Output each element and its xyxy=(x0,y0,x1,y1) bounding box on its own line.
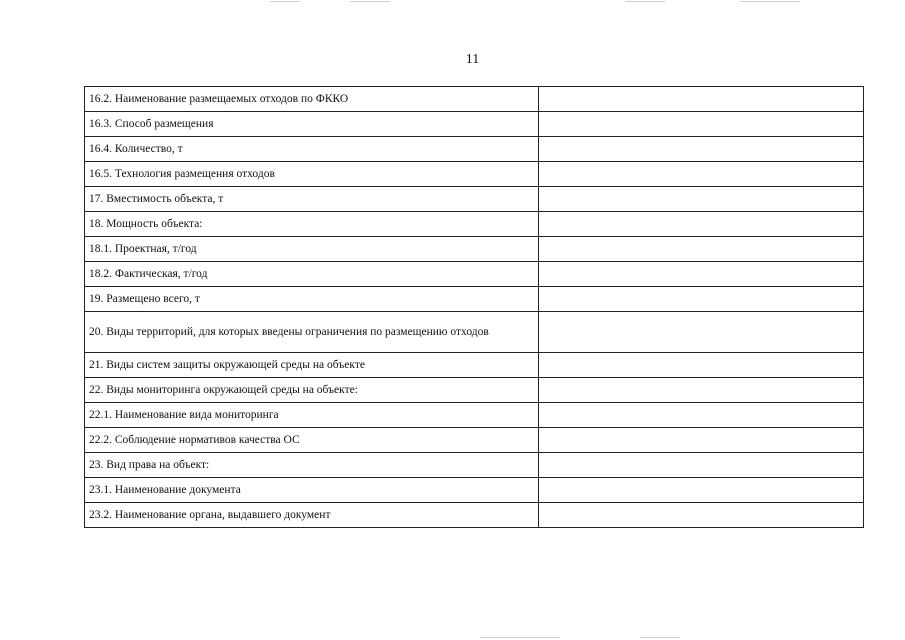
row-value xyxy=(539,237,864,262)
row-value xyxy=(539,428,864,453)
scan-artifact-bottom-1 xyxy=(480,637,560,638)
row-label: 16.5. Технология размещения отходов xyxy=(85,162,539,187)
table-row xyxy=(85,162,864,187)
row-label: 18. Мощность объекта: xyxy=(85,212,539,237)
table-row xyxy=(85,87,864,112)
row-label: 16.4. Количество, т xyxy=(85,137,539,162)
row-value xyxy=(539,212,864,237)
row-label: 16.3. Способ размещения xyxy=(85,112,539,137)
table-row xyxy=(85,137,864,162)
row-label: 18.1. Проектная, т/год xyxy=(85,237,539,262)
row-label: 20. Виды территорий, для которых введены ограничения по размещению отходов xyxy=(85,312,539,353)
row-value xyxy=(539,187,864,212)
row-value xyxy=(539,312,864,353)
row-value xyxy=(539,162,864,187)
table-row xyxy=(85,453,864,478)
object-info-table xyxy=(84,86,864,528)
row-label: 23.1. Наименование документа xyxy=(85,478,539,503)
table-row xyxy=(85,187,864,212)
scan-artifact-top-1 xyxy=(270,1,300,2)
scan-artifact-bottom-2 xyxy=(640,637,680,638)
row-value xyxy=(539,478,864,503)
table-row xyxy=(85,478,864,503)
scan-artifact-top-2 xyxy=(350,1,390,2)
row-value xyxy=(539,378,864,403)
table-row xyxy=(85,503,864,528)
row-label: 21. Виды систем защиты окружающей среды на объекте xyxy=(85,353,539,378)
row-value xyxy=(539,287,864,312)
table-row xyxy=(85,212,864,237)
table-row xyxy=(85,262,864,287)
table-row xyxy=(85,403,864,428)
table-row xyxy=(85,428,864,453)
row-label: 23.2. Наименование органа, выдавшего документ xyxy=(85,503,539,528)
row-value xyxy=(539,353,864,378)
row-value xyxy=(539,137,864,162)
table-row xyxy=(85,312,864,353)
table-row xyxy=(85,378,864,403)
row-label: 16.2. Наименование размещаемых отходов по ФККО xyxy=(85,87,539,112)
row-label: 18.2. Фактическая, т/год xyxy=(85,262,539,287)
row-label: 22.2. Соблюдение нормативов качества ОС xyxy=(85,428,539,453)
table-row xyxy=(85,287,864,312)
row-label: 17. Вместимость объекта, т xyxy=(85,187,539,212)
table-row xyxy=(85,237,864,262)
row-label: 22.1. Наименование вида мониторинга xyxy=(85,403,539,428)
row-label: 22. Виды мониторинга окружающей среды на объекте: xyxy=(85,378,539,403)
row-value xyxy=(539,503,864,528)
table-row xyxy=(85,353,864,378)
scan-artifact-top-3 xyxy=(625,1,665,2)
scan-artifact-top-4 xyxy=(740,1,800,2)
row-value xyxy=(539,403,864,428)
page-number: 11 xyxy=(465,52,480,67)
row-value xyxy=(539,112,864,137)
row-value xyxy=(539,453,864,478)
table-row xyxy=(85,112,864,137)
row-value xyxy=(539,262,864,287)
row-label: 23. Вид права на объект: xyxy=(85,453,539,478)
row-value xyxy=(539,87,864,112)
row-label: 19. Размещено всего, т xyxy=(85,287,539,312)
